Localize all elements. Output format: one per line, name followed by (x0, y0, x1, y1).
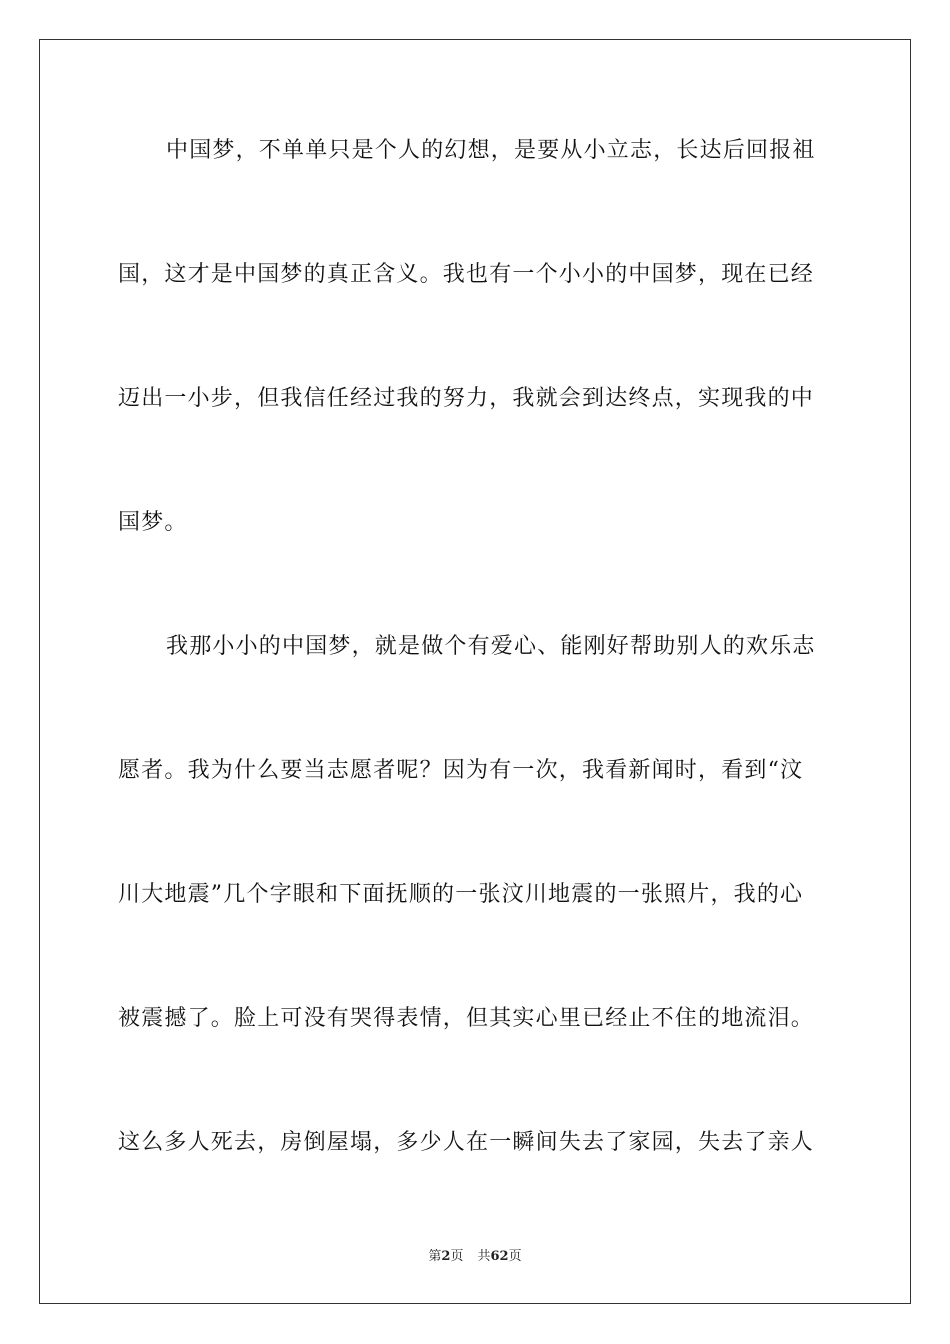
paragraph-1-line-3: 迈出一小步，但我信任经过我的努力，我就会到达终点，实现我的中 (118, 386, 815, 411)
page-label-prefix: 第 (428, 1249, 442, 1264)
total-label-suffix: 页 (508, 1249, 522, 1264)
page-footer (0, 1248, 950, 1266)
page-border (39, 39, 911, 1304)
paragraph-1-line-2: 国，这才是中国梦的真正含义。我也有一个小小的中国梦，现在已经 (118, 262, 815, 287)
paragraph-1-line-4: 国梦。 (118, 510, 188, 535)
page-number: 2 (441, 1249, 451, 1264)
total-label-prefix: 共 (477, 1249, 491, 1264)
paragraph-2-line-4: 被震撼了。脸上可没有哭得表情，但其实心里已经止不住的地流泪。 (118, 1006, 815, 1031)
paragraph-2-line-3: 川大地震”几个字眼和下面抚顺的一张汶川地震的一张照片，我的心 (118, 882, 804, 907)
paragraph-2-line-5: 这么多人死去，房倒屋塌，多少人在一瞬间失去了家园，失去了亲人 (118, 1130, 815, 1155)
page-label-suffix: 页 (450, 1249, 464, 1264)
paragraph-2-line-2: 愿者。我为什么要当志愿者呢？因为有一次，我看新闻时，看到“汶 (118, 758, 804, 783)
paragraph-1-line-1: 中国梦，不单单只是个人的幻想，是要从小立志，长达后回报祖 (166, 138, 816, 163)
total-pages: 62 (490, 1249, 509, 1264)
paragraph-2-line-1: 我那小小的中国梦，就是做个有爱心、能刚好帮助别人的欢乐志 (166, 634, 816, 659)
